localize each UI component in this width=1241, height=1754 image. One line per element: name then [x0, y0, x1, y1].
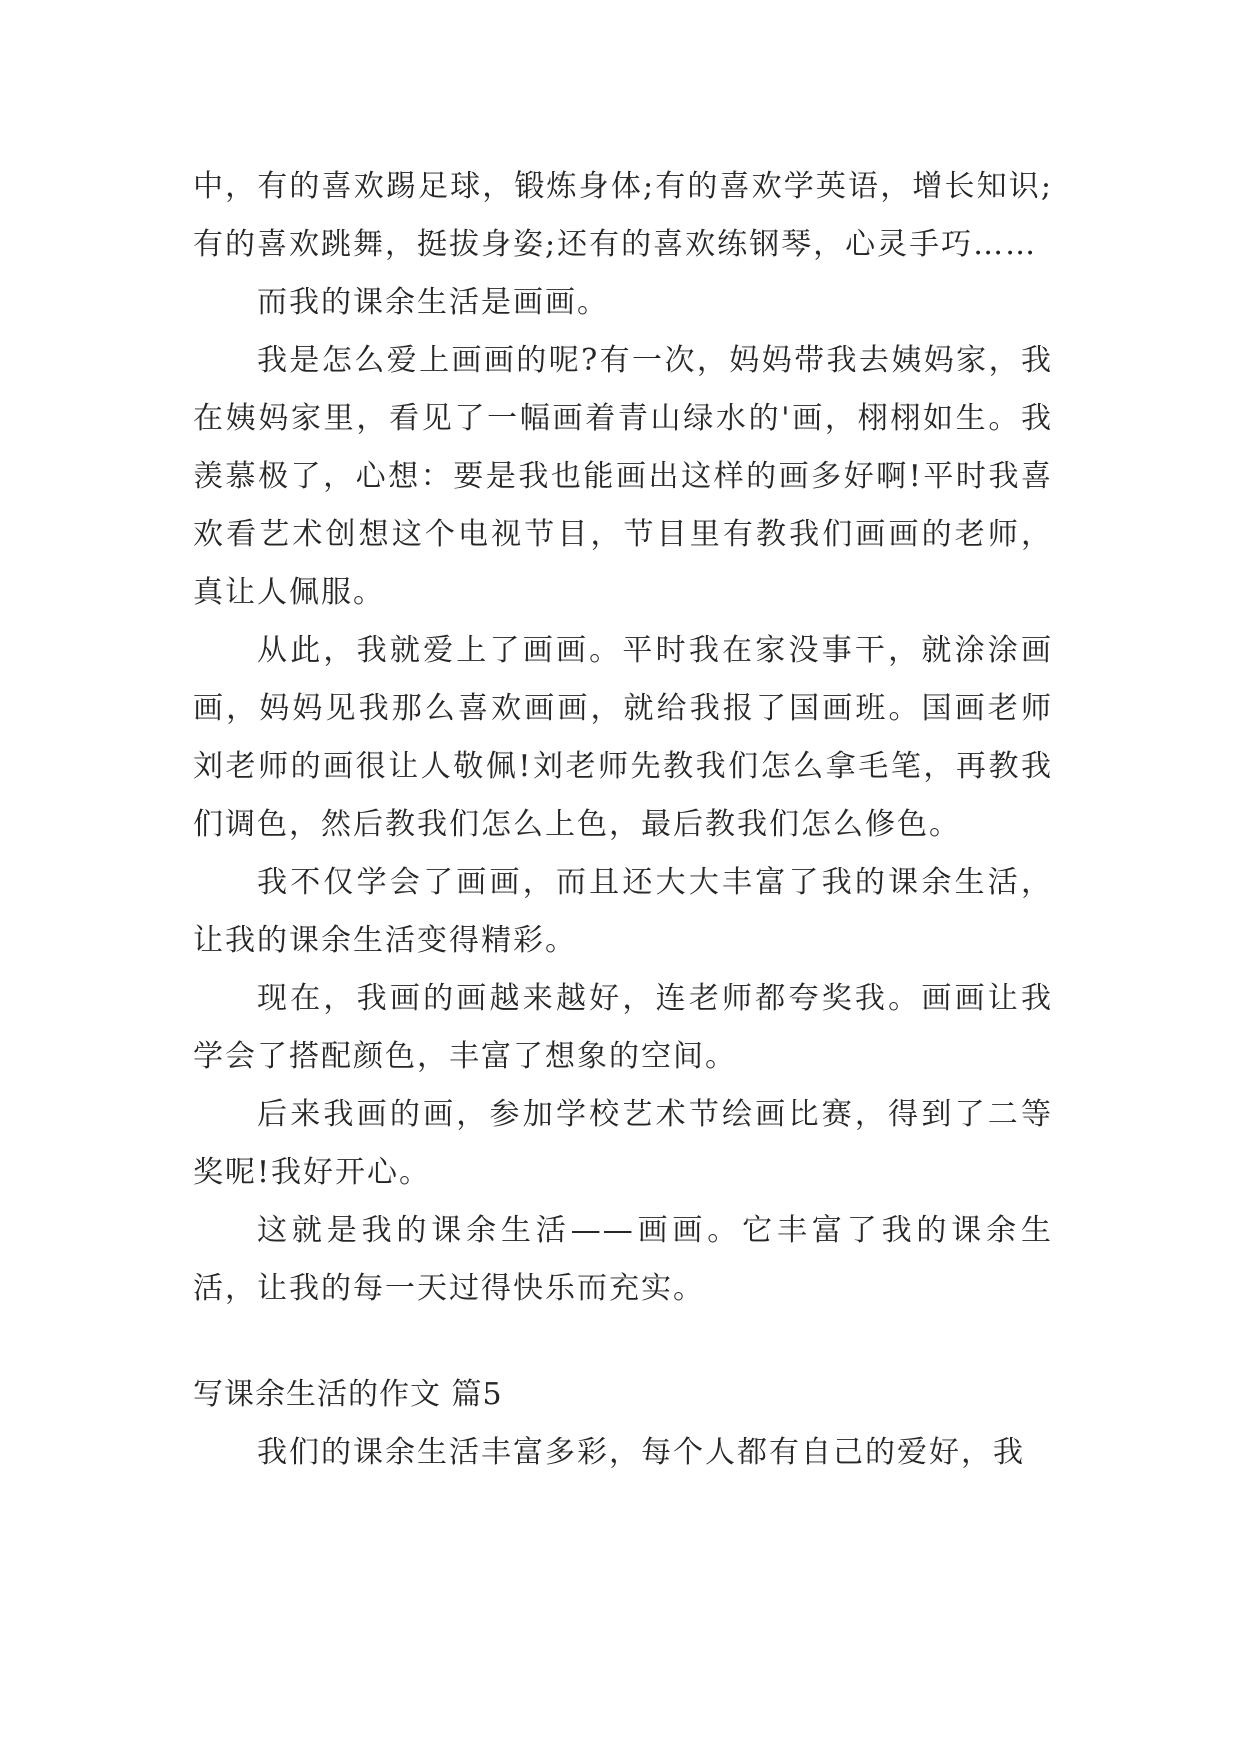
paragraph-5: 我不仅学会了画画，而且还大大丰富了我的课余生活，让我的课余生活变得精彩。 [193, 865, 1053, 958]
paragraph-6: 现在，我画的画越来越好，连老师都夸奖我。画画让我学会了搭配颜色，丰富了想象的空间。 [193, 981, 1053, 1074]
section-heading: 写课余生活的作文 篇5 [193, 1377, 503, 1412]
paragraph-3: 我是怎么爱上画画的呢?有一次，妈妈带我去姨妈家，我在姨妈家里，看见了一幅画着青山绿水的'画，栩栩如生。我羡慕极了，心想：要是我也能画出这样的画多好啊!平时我喜欢看艺术创想这个电视节目，节目里有教我们画画的老师，真让人佩服。 [193, 343, 1053, 610]
paragraph-8: 这就是我的课余生活——画画。它丰富了我的课余生活，让我的每一天过得快乐而充实。 [193, 1213, 1053, 1306]
paragraph-4: 从此，我就爱上了画画。平时我在家没事干，就涂涂画画，妈妈见我那么喜欢画画，就给我报了国画班。国画老师刘老师的画很让人敬佩!刘老师先教我们怎么拿毛笔，再教我们调色，然后教我们怎么上色，最后教我们怎么修色。 [193, 633, 1053, 842]
paragraph-7: 后来我画的画，参加学校艺术节绘画比赛，得到了二等奖呢!我好开心。 [193, 1097, 1053, 1190]
paragraph-1: 中，有的喜欢踢足球，锻炼身体;有的喜欢学英语，增长知识;有的喜欢跳舞，挺拔身姿;还有的喜欢练钢琴，心灵手巧…… [193, 169, 1053, 262]
paragraph-2: 而我的课余生活是画画。 [257, 285, 609, 320]
paragraph-9: 我们的课余生活丰富多彩，每个人都有自己的爱好，我 [257, 1435, 1025, 1470]
document-body [193, 158, 1053, 1482]
